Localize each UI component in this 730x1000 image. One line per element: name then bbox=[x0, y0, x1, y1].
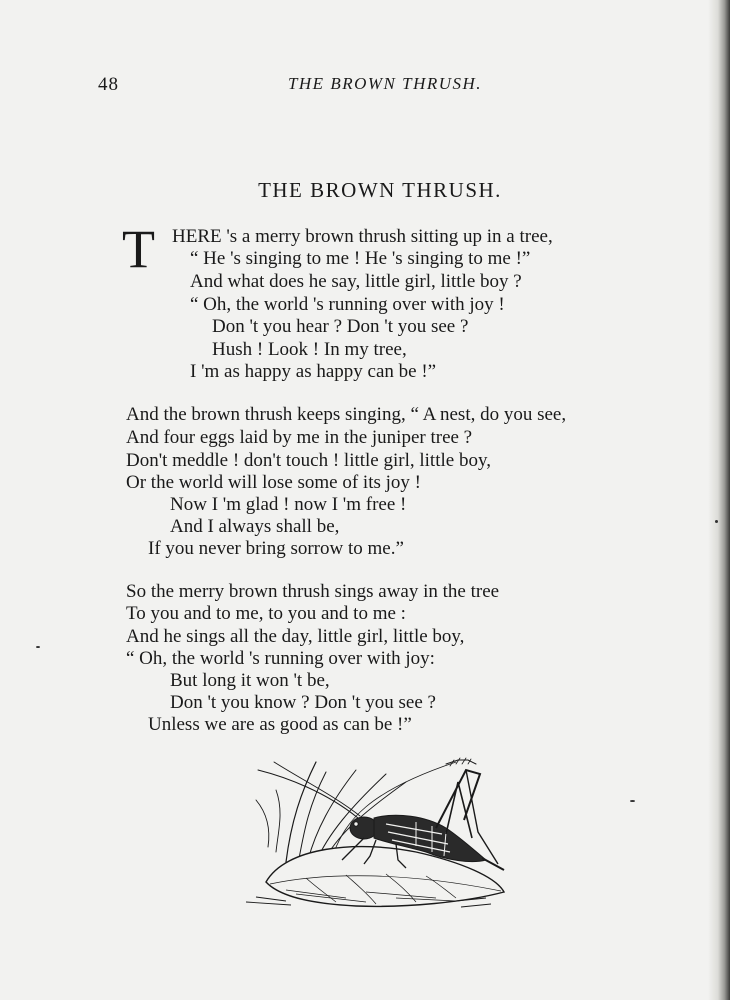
poem-title: THE BROWN THRUSH. bbox=[258, 178, 502, 202]
poem-line: “ He 's singing to me ! He 's singing to me !” bbox=[190, 248, 531, 269]
poem-line: HERE 's a merry brown thrush sitting up in a tree, bbox=[172, 226, 553, 247]
poem-line: “ Oh, the world 's running over with joy ! bbox=[190, 294, 505, 315]
ink-speck bbox=[715, 520, 718, 523]
poem-line: To you and to me, to you and to me : bbox=[126, 603, 406, 624]
poem-line: Don 't you know ? Don 't you see ? bbox=[170, 692, 436, 713]
poem-line: And I always shall be, bbox=[170, 516, 340, 537]
poem-line: Don 't you hear ? Don 't you see ? bbox=[212, 316, 469, 337]
poem-line: And four eggs laid by me in the juniper tree ? bbox=[126, 427, 473, 448]
poem-line: And what does he say, little girl, little boy ? bbox=[190, 271, 522, 292]
page-number: 48 bbox=[98, 74, 119, 95]
poem-line: Or the world will lose some of its joy ! bbox=[126, 472, 421, 493]
drop-cap: T bbox=[122, 219, 155, 279]
page-edge-shadow bbox=[708, 0, 730, 1000]
cricket-illustration bbox=[246, 752, 508, 912]
poem-line: “ Oh, the world 's running over with joy: bbox=[126, 648, 435, 669]
ink-speck bbox=[36, 646, 40, 648]
poem-line: Don't meddle ! don't touch ! little girl, little boy, bbox=[126, 450, 491, 471]
poem-line: And the brown thrush keeps singing, “ A nest, do you see, bbox=[126, 404, 567, 425]
poem-line: So the merry brown thrush sings away in the tree bbox=[126, 581, 500, 602]
poem-line: And he sings all the day, little girl, little boy, bbox=[126, 626, 465, 647]
poem-line: If you never bring sorrow to me.” bbox=[148, 538, 404, 559]
poem-line: I 'm as happy as happy can be !” bbox=[190, 361, 437, 382]
ink-speck bbox=[630, 800, 635, 802]
poem-line: But long it won 't be, bbox=[170, 670, 330, 691]
poem-line: Hush ! Look ! In my tree, bbox=[212, 339, 407, 360]
running-head: THE BROWN THRUSH. bbox=[287, 74, 483, 93]
poem-line: Unless we are as good as can be !” bbox=[148, 714, 412, 735]
poem-line: Now I 'm glad ! now I 'm free ! bbox=[170, 494, 407, 515]
